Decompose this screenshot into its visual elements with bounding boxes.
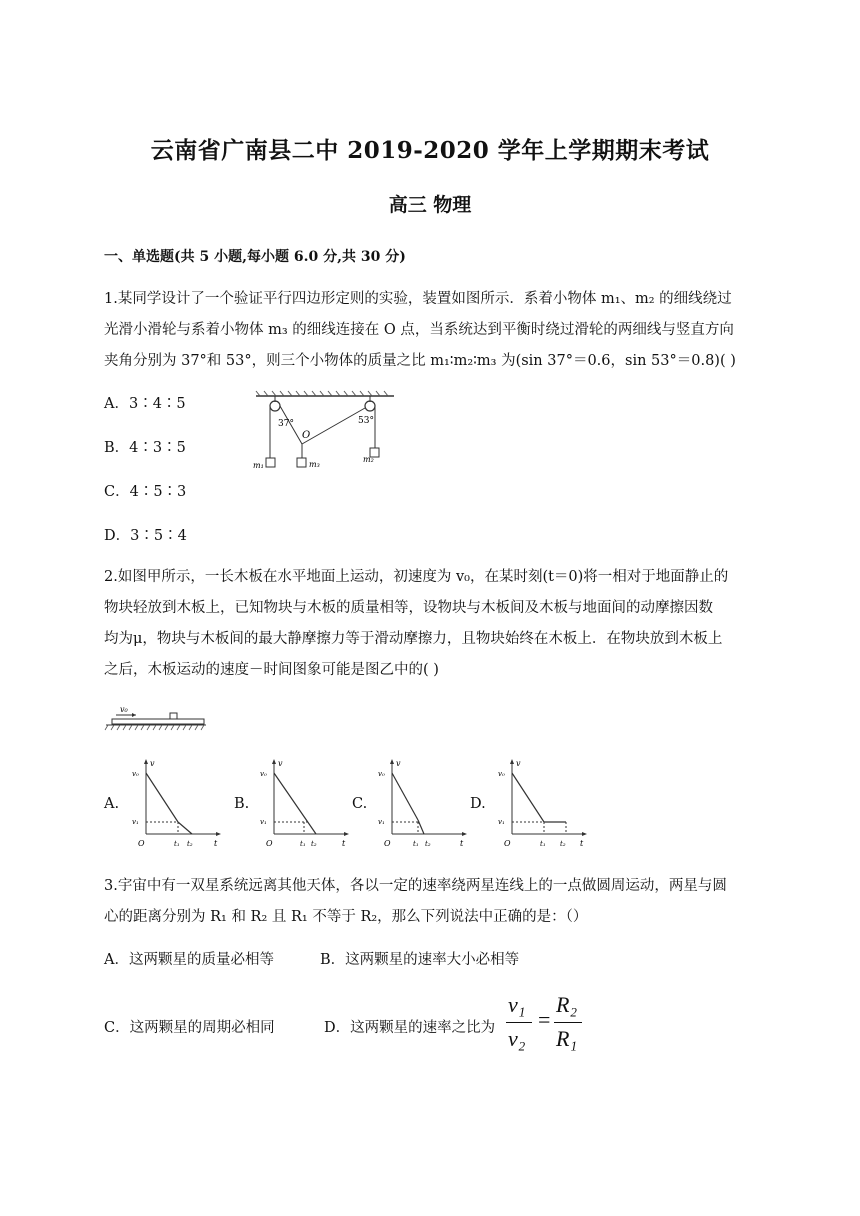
graph-b-t-axis: t <box>342 839 346 848</box>
q2-line-2: 物块轻放到木板上，已知物块与木板的质量相等，设物块与木板间及木板与地面间的动摩擦因数 <box>104 600 713 616</box>
graph-a-t2: t₂ <box>187 840 193 848</box>
graph-d-t2: t₂ <box>560 840 566 848</box>
graph-a-t1: t₁ <box>174 840 180 848</box>
graph-d-label[interactable]: D. <box>470 796 486 812</box>
graph-c-origin: O <box>384 839 391 848</box>
section-heading: 一、单选题(共 5 小题,每小题 6.0 分,共 30 分) <box>104 249 406 265</box>
graph-b-v-axis: v <box>278 759 283 768</box>
graph-d <box>494 756 590 850</box>
graph-a <box>128 756 224 850</box>
formula-equals: = <box>538 1007 551 1032</box>
graph-a-label[interactable]: A. <box>104 796 120 812</box>
question-3-text <box>104 871 760 933</box>
graph-b-t2: t₂ <box>311 840 317 848</box>
graph-c-t1: t₁ <box>413 840 419 848</box>
q1-option-b[interactable]: B．4∶3∶5 <box>104 440 186 456</box>
q3-option-a[interactable]: A．这两颗星的质量必相等 <box>104 952 274 968</box>
q2-line-3: 均为μ，物块与木板间的最大静摩擦力等于滑动摩擦力，且物块始终在木板上．在物块放到木板上 <box>104 631 723 647</box>
graph-c-label[interactable]: C. <box>352 796 368 812</box>
q3-option-d[interactable]: D．这两颗星的速率之比为 <box>324 1020 496 1036</box>
board-figure <box>104 702 209 732</box>
graph-b-t1: t₁ <box>300 840 306 848</box>
graph-a-origin: O <box>138 839 145 848</box>
question-1-text <box>104 284 760 377</box>
graph-c-v1: v₁ <box>378 818 385 826</box>
angle-53-label: 53° <box>358 416 374 426</box>
graph-b-v1: v₁ <box>260 818 267 826</box>
left-pulley <box>270 401 280 411</box>
subject-title: 高三 物理 <box>388 194 472 216</box>
graph-c-t2: t₂ <box>425 840 431 848</box>
page-title: 云南省广南县二中 2019-2020 学年上学期期末考试 <box>150 137 710 164</box>
graph-c-v0: v₀ <box>378 770 385 778</box>
graph-b-label[interactable]: B. <box>234 796 250 812</box>
graph-d-origin: O <box>504 839 511 848</box>
graph-d-v0: v₀ <box>498 770 505 778</box>
graph-c-t-axis: t <box>460 839 464 848</box>
graph-a-v1: v₁ <box>132 818 139 826</box>
q3-option-c[interactable]: C．这两颗星的周期必相同 <box>104 1020 275 1036</box>
fraction-bar-left <box>506 1022 532 1023</box>
graph-d-v1: v₁ <box>498 818 505 826</box>
q1-line-1: 1.某同学设计了一个验证平行四边形定则的实验，装置如图所示．系着小物体 m₁、m₂ 的细线绕过 <box>104 291 732 307</box>
m1-label: m₁ <box>253 461 264 470</box>
q3-line-1: 3.宇宙中有一双星系统远离其他天体，各以一定的速率绕两星连线上的一点做圆周运动，两星与圆 <box>104 878 727 894</box>
formula-numerator-right: R₂ <box>556 992 578 1017</box>
graph-d-t1: t₁ <box>540 840 546 848</box>
angle-37-label: 37° <box>278 419 294 429</box>
q2-line-1: 2.如图甲所示，一长木板在水平地面上运动，初速度为 v₀，在某时刻(t＝0)将一相对于地面静止的 <box>104 569 729 585</box>
graph-d-t-axis: t <box>580 839 584 848</box>
point-o-label: O <box>302 430 311 441</box>
graph-a-v-axis: v <box>150 759 155 768</box>
m3-label: m₃ <box>309 460 320 469</box>
fraction-bar-right <box>554 1022 582 1023</box>
q1-option-c[interactable]: C．4∶5∶3 <box>104 484 187 500</box>
graph-c <box>374 756 470 850</box>
graph-b-origin: O <box>266 839 273 848</box>
graph-a-v0: v₀ <box>132 770 139 778</box>
q3-line-2: 心的距离分别为 R₁ 和 R₂ 且 R₁ 不等于 R₂，那么下列说法中正确的是：（） <box>104 909 588 925</box>
pulley-diagram <box>250 388 400 478</box>
formula-numerator-left: v₁ <box>508 992 526 1017</box>
graph-c-v-axis: v <box>396 759 401 768</box>
q1-option-d[interactable]: D．3∶5∶4 <box>104 528 187 544</box>
q1-option-a[interactable]: A．3∶4∶5 <box>104 396 186 412</box>
question-2-text <box>104 562 760 686</box>
formula-denominator-right: R₁ <box>556 1026 578 1051</box>
q3-option-b[interactable]: B．这两颗星的速率大小必相等 <box>320 952 520 968</box>
graph-a-t-axis: t <box>214 839 218 848</box>
board-v0-label: v₀ <box>120 705 128 714</box>
right-pulley <box>365 401 375 411</box>
m2-label: m₂ <box>363 455 374 464</box>
graph-b <box>256 756 352 850</box>
graph-b-v0: v₀ <box>260 770 267 778</box>
graph-d-v-axis: v <box>516 759 521 768</box>
q1-line-2: 光滑小滑轮与系着小物体 m₃ 的细线连接在 O 点，当系统达到平衡时绕过滑轮的两细线与竖直方向 <box>104 322 734 338</box>
ratio-formula <box>504 992 586 1056</box>
formula-denominator-left: v₂ <box>508 1026 526 1051</box>
q1-line-3: 夹角分别为 37°和 53°，则三个小物体的质量之比 m₁∶m₂∶m₃ 为(sin 37°＝0.6，sin 53°＝0.8)( ) <box>104 353 736 369</box>
q2-line-4: 之后，木板运动的速度－时间图象可能是图乙中的( ) <box>104 662 439 678</box>
